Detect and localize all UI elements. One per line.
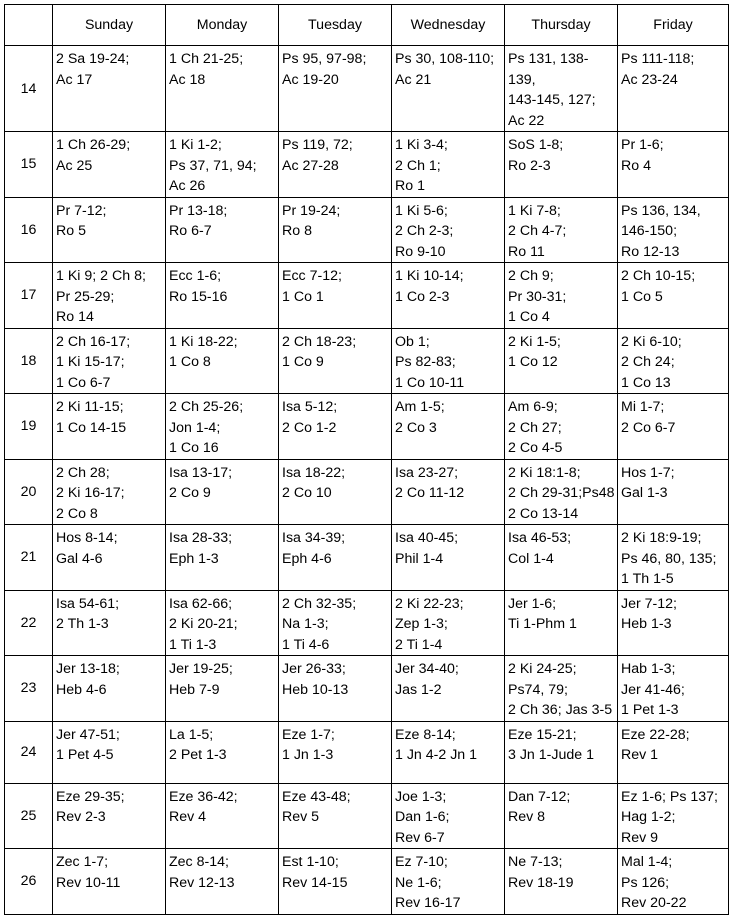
friday-reading-cell [618, 849, 729, 915]
reading-text: Ob 1; Ps 82-83; 1 Co 10-11 [395, 333, 465, 391]
wednesday-reading-cell [392, 132, 505, 198]
week-column-header [5, 5, 53, 46]
thursday-reading-cell [505, 656, 618, 722]
reading-text: Ps 131, 138-139, 143-145, 127; Ac 22 [508, 51, 596, 129]
reading-text: Eze 22-28; Rev 1 [621, 726, 690, 763]
friday-reading-cell [618, 525, 729, 591]
thursday-reading-cell [505, 849, 618, 915]
reading-text: Jer 26-33; Heb 10-13 [282, 661, 349, 698]
reading-text: Ecc 7-12; 1 Co 1 [282, 268, 342, 305]
friday-reading-cell [618, 132, 729, 198]
reading-text: Pr 7-12; Ro 5 [56, 202, 107, 239]
sunday-reading-cell [53, 394, 166, 460]
thursday-reading-cell [505, 459, 618, 525]
reading-text: 2 Ki 6-10; 2 Ch 24; 1 Co 13 [621, 333, 682, 391]
reading-text: Zec 1-7; Rev 10-11 [56, 854, 121, 891]
header-row [5, 5, 729, 46]
tuesday-reading-cell [279, 525, 392, 591]
wednesday-reading-cell [392, 46, 505, 132]
reading-text: 2 Ch 32-35; Na 1-3; 1 Ti 4-6 [282, 595, 357, 653]
reading-text: SoS 1-8; Ro 2-3 [508, 137, 564, 174]
wednesday-reading-cell [392, 849, 505, 915]
reading-text: Dan 7-12; Rev 8 [508, 788, 571, 825]
reading-text: 2 Ki 18:1-8; 2 Ch 29-31;Ps48 2 Co 13-14 [508, 464, 615, 522]
reading-text: Est 1-10; Rev 14-15 [282, 854, 348, 891]
table-row [5, 656, 729, 722]
reading-text: Eze 8-14; 1 Jn 4-2 Jn 1 [395, 726, 478, 763]
tuesday-reading-cell [279, 394, 392, 460]
wednesday-reading-cell [392, 783, 505, 849]
thursday-reading-cell [505, 721, 618, 783]
table-row [5, 132, 729, 198]
monday-reading-cell [166, 197, 279, 263]
tuesday-reading-cell [279, 590, 392, 656]
reading-text: Eze 43-48; Rev 5 [282, 788, 351, 825]
wednesday-column-header: Wednesday [392, 5, 505, 46]
monday-reading-cell [166, 656, 279, 722]
reading-text: Jer 7-12; Heb 1-3 [621, 595, 677, 632]
reading-text: 1 Ki 1-2; Ps 37, 71, 94; Ac 26 [169, 137, 257, 194]
table-row [5, 721, 729, 783]
tuesday-column-header: Tuesday [279, 5, 392, 46]
reading-text: 2 Ki 24-25; Ps74, 79; 2 Ch 36; Jas 3-5 [508, 661, 613, 718]
reading-text: Jer 13-18; Heb 4-6 [56, 661, 120, 698]
sunday-reading-cell [53, 197, 166, 263]
week-number: 23 [5, 656, 53, 722]
reading-plan-body [5, 46, 729, 915]
reading-text: Isa 5-12; 2 Co 1-2 [282, 399, 338, 436]
week-number: 14 [5, 46, 53, 132]
sunday-reading-cell [53, 328, 166, 394]
wednesday-reading-cell [392, 590, 505, 656]
tuesday-reading-cell [279, 328, 392, 394]
monday-reading-cell [166, 783, 279, 849]
reading-text: 2 Ch 25-26; Jon 1-4; 1 Co 16 [169, 399, 244, 456]
monday-reading-cell [166, 263, 279, 329]
reading-text: 1 Ki 3-4; 2 Ch 1; Ro 1 [395, 137, 448, 194]
tuesday-reading-cell [279, 656, 392, 722]
reading-text: Eze 1-7; 1 Jn 1-3 [282, 726, 335, 763]
monday-reading-cell [166, 849, 279, 915]
reading-text: Isa 28-33; Eph 1-3 [169, 530, 233, 567]
reading-text: 2 Sa 19-24; Ac 17 [56, 51, 130, 88]
wednesday-reading-cell [392, 263, 505, 329]
monday-reading-cell [166, 590, 279, 656]
sunday-reading-cell [53, 459, 166, 525]
friday-reading-cell [618, 328, 729, 394]
reading-text: Jer 34-40; Jas 1-2 [395, 661, 459, 698]
table-row [5, 525, 729, 591]
table-row [5, 783, 729, 849]
reading-text: 1 Ki 18-22; 1 Co 8 [169, 333, 238, 370]
reading-text: Ps 119, 72; Ac 27-28 [282, 137, 353, 174]
reading-text: 2 Ki 1-5; 1 Co 12 [508, 333, 561, 370]
wednesday-reading-cell [392, 525, 505, 591]
table-row [5, 263, 729, 329]
table-row [5, 197, 729, 263]
reading-text: Eze 29-35; Rev 2-3 [56, 788, 125, 825]
sunday-reading-cell [53, 132, 166, 198]
reading-text: Mal 1-4; Ps 126; Rev 20-22 [621, 854, 687, 911]
reading-text: 2 Ch 9; Pr 30-31; 1 Co 4 [508, 268, 567, 325]
reading-text: Ez 1-6; Ps 137; Hag 1-2; Rev 9 [621, 788, 718, 846]
sunday-column-header: Sunday [53, 5, 166, 46]
monday-reading-cell [166, 459, 279, 525]
wednesday-reading-cell [392, 721, 505, 783]
table-row [5, 328, 729, 394]
reading-text: 1 Ki 10-14; 1 Co 2-3 [395, 268, 464, 305]
week-number: 16 [5, 197, 53, 263]
reading-text: Isa 40-45; Phil 1-4 [395, 530, 459, 567]
reading-text: Eze 36-42; Rev 4 [169, 788, 238, 825]
friday-reading-cell [618, 197, 729, 263]
friday-reading-cell [618, 394, 729, 460]
reading-text: Zec 8-14; Rev 12-13 [169, 854, 235, 891]
reading-text: Mi 1-7; 2 Co 6-7 [621, 399, 676, 436]
friday-reading-cell [618, 263, 729, 329]
reading-text: 1 Ch 26-29; Ac 25 [56, 137, 131, 174]
week-number: 18 [5, 328, 53, 394]
reading-plan-table [4, 4, 729, 915]
thursday-reading-cell [505, 328, 618, 394]
reading-text: Ps 95, 97-98; Ac 19-20 [282, 51, 367, 88]
monday-reading-cell [166, 132, 279, 198]
wednesday-reading-cell [392, 459, 505, 525]
thursday-reading-cell [505, 132, 618, 198]
thursday-column-header: Thursday [505, 5, 618, 46]
reading-text: Isa 18-22; 2 Co 10 [282, 464, 346, 501]
thursday-reading-cell [505, 46, 618, 132]
reading-text: Jer 47-51; 1 Pet 4-5 [56, 726, 120, 763]
week-number: 15 [5, 132, 53, 198]
tuesday-reading-cell [279, 46, 392, 132]
reading-text: Isa 46-53; Col 1-4 [508, 530, 572, 567]
friday-reading-cell [618, 46, 729, 132]
week-number: 20 [5, 459, 53, 525]
reading-text: Isa 13-17; 2 Co 9 [169, 464, 233, 501]
tuesday-reading-cell [279, 263, 392, 329]
week-number: 24 [5, 721, 53, 783]
sunday-reading-cell [53, 46, 166, 132]
reading-text: Jer 19-25; Heb 7-9 [169, 661, 233, 698]
table-row [5, 394, 729, 460]
reading-text: Ecc 1-6; Ro 15-16 [169, 268, 228, 305]
reading-text: Isa 54-61; 2 Th 1-3 [56, 595, 120, 632]
reading-text: 1 Ki 5-6; 2 Ch 2-3; Ro 9-10 [395, 202, 454, 260]
reading-text: Hab 1-3; Jer 41-46; 1 Pet 1-3 [621, 661, 685, 718]
tuesday-reading-cell [279, 459, 392, 525]
week-number: 17 [5, 263, 53, 329]
wednesday-reading-cell [392, 656, 505, 722]
wednesday-reading-cell [392, 394, 505, 460]
thursday-reading-cell [505, 197, 618, 263]
sunday-reading-cell [53, 590, 166, 656]
reading-text: Ez 7-10; Ne 1-6; Rev 16-17 [395, 854, 461, 911]
reading-text: Isa 34-39; Eph 4-6 [282, 530, 346, 567]
sunday-reading-cell [53, 263, 166, 329]
reading-text: 2 Ki 22-23; Zep 1-3; 2 Ti 1-4 [395, 595, 464, 653]
tuesday-reading-cell [279, 197, 392, 263]
sunday-reading-cell [53, 783, 166, 849]
reading-text: Hos 1-7; Gal 1-3 [621, 464, 675, 501]
reading-text: Ps 111-118; Ac 23-24 [621, 51, 695, 88]
sunday-reading-cell [53, 656, 166, 722]
thursday-reading-cell [505, 263, 618, 329]
reading-text: Isa 23-27; 2 Co 11-12 [395, 464, 465, 501]
sunday-reading-cell [53, 849, 166, 915]
table-row [5, 46, 729, 132]
reading-text: Isa 62-66; 2 Ki 20-21; 1 Ti 1-3 [169, 595, 238, 653]
reading-text: Am 1-5; 2 Co 3 [395, 399, 445, 436]
reading-text: Ps 30, 108-110; Ac 21 [395, 51, 495, 88]
friday-reading-cell [618, 721, 729, 783]
reading-text: Ps 136, 134, 146-150; Ro 12-13 [621, 202, 701, 260]
reading-text: Pr 19-24; Ro 8 [282, 202, 341, 239]
week-number: 26 [5, 849, 53, 915]
reading-text: 2 Ch 28; 2 Ki 16-17; 2 Co 8 [56, 464, 125, 522]
reading-text: La 1-5; 2 Pet 1-3 [169, 726, 227, 763]
reading-text: Am 6-9; 2 Ch 27; 2 Co 4-5 [508, 399, 563, 456]
reading-text: Joe 1-3; Dan 1-6; Rev 6-7 [395, 788, 450, 846]
friday-reading-cell [618, 590, 729, 656]
thursday-reading-cell [505, 590, 618, 656]
reading-text: 2 Ch 10-15; 1 Co 5 [621, 268, 696, 305]
reading-text: 1 Ki 9; 2 Ch 8; Pr 25-29; Ro 14 [56, 268, 146, 325]
monday-reading-cell [166, 328, 279, 394]
week-number: 22 [5, 590, 53, 656]
monday-reading-cell [166, 46, 279, 132]
friday-reading-cell [618, 459, 729, 525]
sunday-reading-cell [53, 525, 166, 591]
monday-reading-cell [166, 525, 279, 591]
reading-text: 2 Ch 16-17; 1 Ki 15-17; 1 Co 6-7 [56, 333, 131, 391]
week-number: 21 [5, 525, 53, 591]
reading-text: Ne 7-13; Rev 18-19 [508, 854, 574, 891]
monday-reading-cell [166, 721, 279, 783]
week-number: 19 [5, 394, 53, 460]
monday-reading-cell [166, 394, 279, 460]
reading-text: Pr 13-18; Ro 6-7 [169, 202, 228, 239]
wednesday-reading-cell [392, 328, 505, 394]
table-row [5, 459, 729, 525]
sunday-reading-cell [53, 721, 166, 783]
tuesday-reading-cell [279, 721, 392, 783]
table-row [5, 849, 729, 915]
reading-text: 1 Ch 21-25; Ac 18 [169, 51, 244, 88]
reading-text: 2 Ki 18:9-19; Ps 46, 80, 135; 1 Th 1-5 [621, 530, 717, 587]
thursday-reading-cell [505, 394, 618, 460]
reading-text: Pr 1-6; Ro 4 [621, 137, 664, 174]
monday-column-header: Monday [166, 5, 279, 46]
reading-text: Jer 1-6; Ti 1-Phm 1 [508, 595, 577, 632]
reading-text: Eze 15-21; 3 Jn 1-Jude 1 [508, 726, 594, 763]
friday-reading-cell [618, 656, 729, 722]
thursday-reading-cell [505, 525, 618, 591]
thursday-reading-cell [505, 783, 618, 849]
tuesday-reading-cell [279, 849, 392, 915]
reading-text: 2 Ki 11-15; 1 Co 14-15 [56, 399, 127, 436]
tuesday-reading-cell [279, 783, 392, 849]
reading-text: 2 Ch 18-23; 1 Co 9 [282, 333, 357, 370]
reading-text: Hos 8-14; Gal 4-6 [56, 530, 118, 567]
table-row [5, 590, 729, 656]
reading-text: 1 Ki 7-8; 2 Ch 4-7; Ro 11 [508, 202, 567, 260]
friday-reading-cell [618, 783, 729, 849]
wednesday-reading-cell [392, 197, 505, 263]
friday-column-header: Friday [618, 5, 729, 46]
week-number: 25 [5, 783, 53, 849]
tuesday-reading-cell [279, 132, 392, 198]
